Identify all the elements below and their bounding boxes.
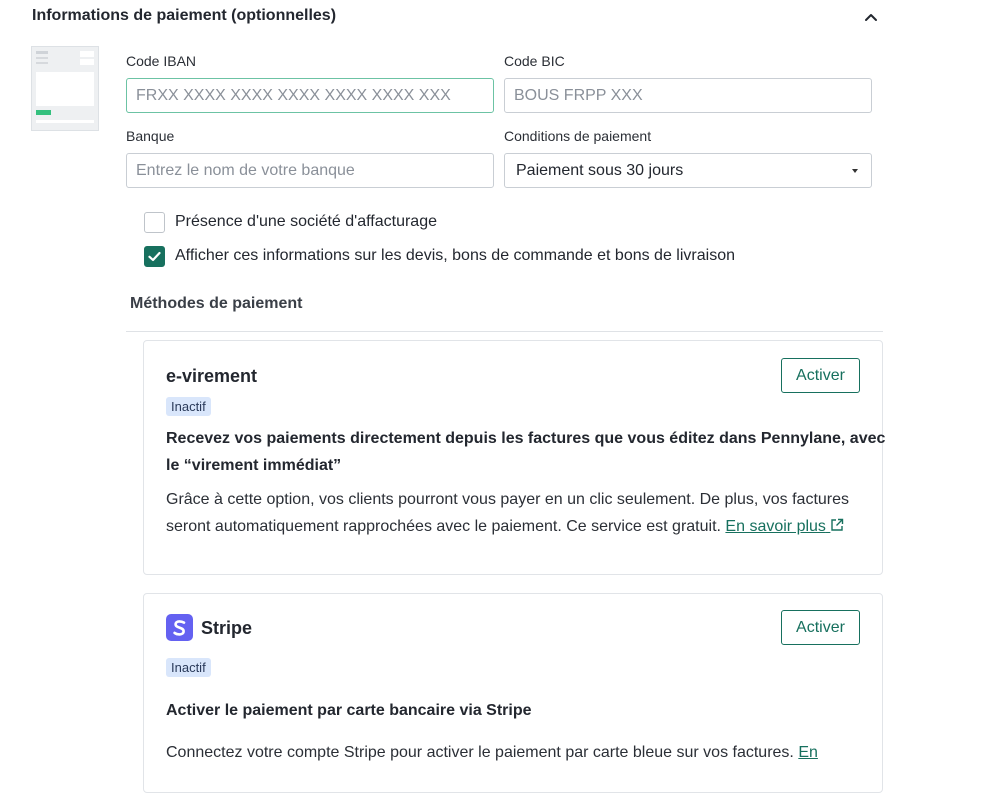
iban-label: Code IBAN [126, 53, 197, 69]
checkmark-icon [145, 247, 164, 266]
factoring-checkbox[interactable] [144, 212, 165, 233]
payment-methods-title: Méthodes de paiement [130, 295, 303, 312]
e-virement-headline-line1: Recevez vos paiements directement depuis les factures que vous éditez dans Pennylane, avec [166, 430, 886, 447]
factoring-checkbox-label[interactable]: Présence d'une société d'affacturage [175, 213, 437, 230]
learn-more-link-text[interactable]: En savoir plus [725, 518, 826, 535]
bank-label: Banque [126, 128, 175, 144]
e-virement-description-text: seront automatiquement rapprochées avec le paiement. Ce service est gratuit. [166, 518, 721, 535]
e-virement-title: e-virement [166, 366, 258, 386]
caret-down-icon [852, 169, 858, 173]
learn-more-link[interactable] [725, 518, 844, 535]
chevron-up-icon[interactable] [862, 9, 880, 25]
status-badge: Inactif [166, 397, 211, 416]
e-virement-headline-line2: le “virement immédiat” [166, 457, 342, 474]
payment-conditions-value: Paiement sous 30 jours [516, 162, 684, 179]
external-link-icon[interactable] [830, 518, 844, 532]
status-badge: Inactif [166, 658, 211, 677]
e-virement-description-line1: Grâce à cette option, vos clients pourront vous payer en un clic seulement. De plus, vos factures [166, 491, 850, 508]
stripe-description [166, 739, 818, 766]
divider [126, 331, 883, 332]
stripe-title: Stripe [201, 618, 253, 638]
bic-label: Code BIC [504, 53, 565, 69]
section-title[interactable]: Informations de paiement (optionnelles) [32, 7, 337, 24]
payment-conditions-label: Conditions de paiement [504, 128, 652, 144]
stripe-logo-icon [166, 614, 193, 641]
iban-input[interactable] [126, 78, 494, 113]
show-info-checkbox[interactable] [144, 246, 165, 267]
stripe-learn-more-link[interactable]: En [798, 744, 818, 761]
show-info-checkbox-label[interactable]: Afficher ces informations sur les devis, bons de commande et bons de livraison [175, 247, 735, 264]
stripe-description-text: Connectez votre compte Stripe pour activer le paiement par carte bleue sur vos factures. [166, 744, 794, 761]
document-preview-icon [32, 47, 98, 130]
payment-conditions-select[interactable] [504, 153, 872, 188]
invoice-preview-thumbnail [31, 46, 99, 131]
stripe-headline: Activer le paiement par carte bancaire via Stripe [166, 702, 532, 719]
activate-stripe-button[interactable]: Activer [781, 610, 860, 645]
bank-input[interactable] [126, 153, 494, 188]
bic-input[interactable] [504, 78, 872, 113]
activate-e-virement-button[interactable]: Activer [781, 358, 860, 393]
e-virement-description-line2 [166, 513, 844, 540]
